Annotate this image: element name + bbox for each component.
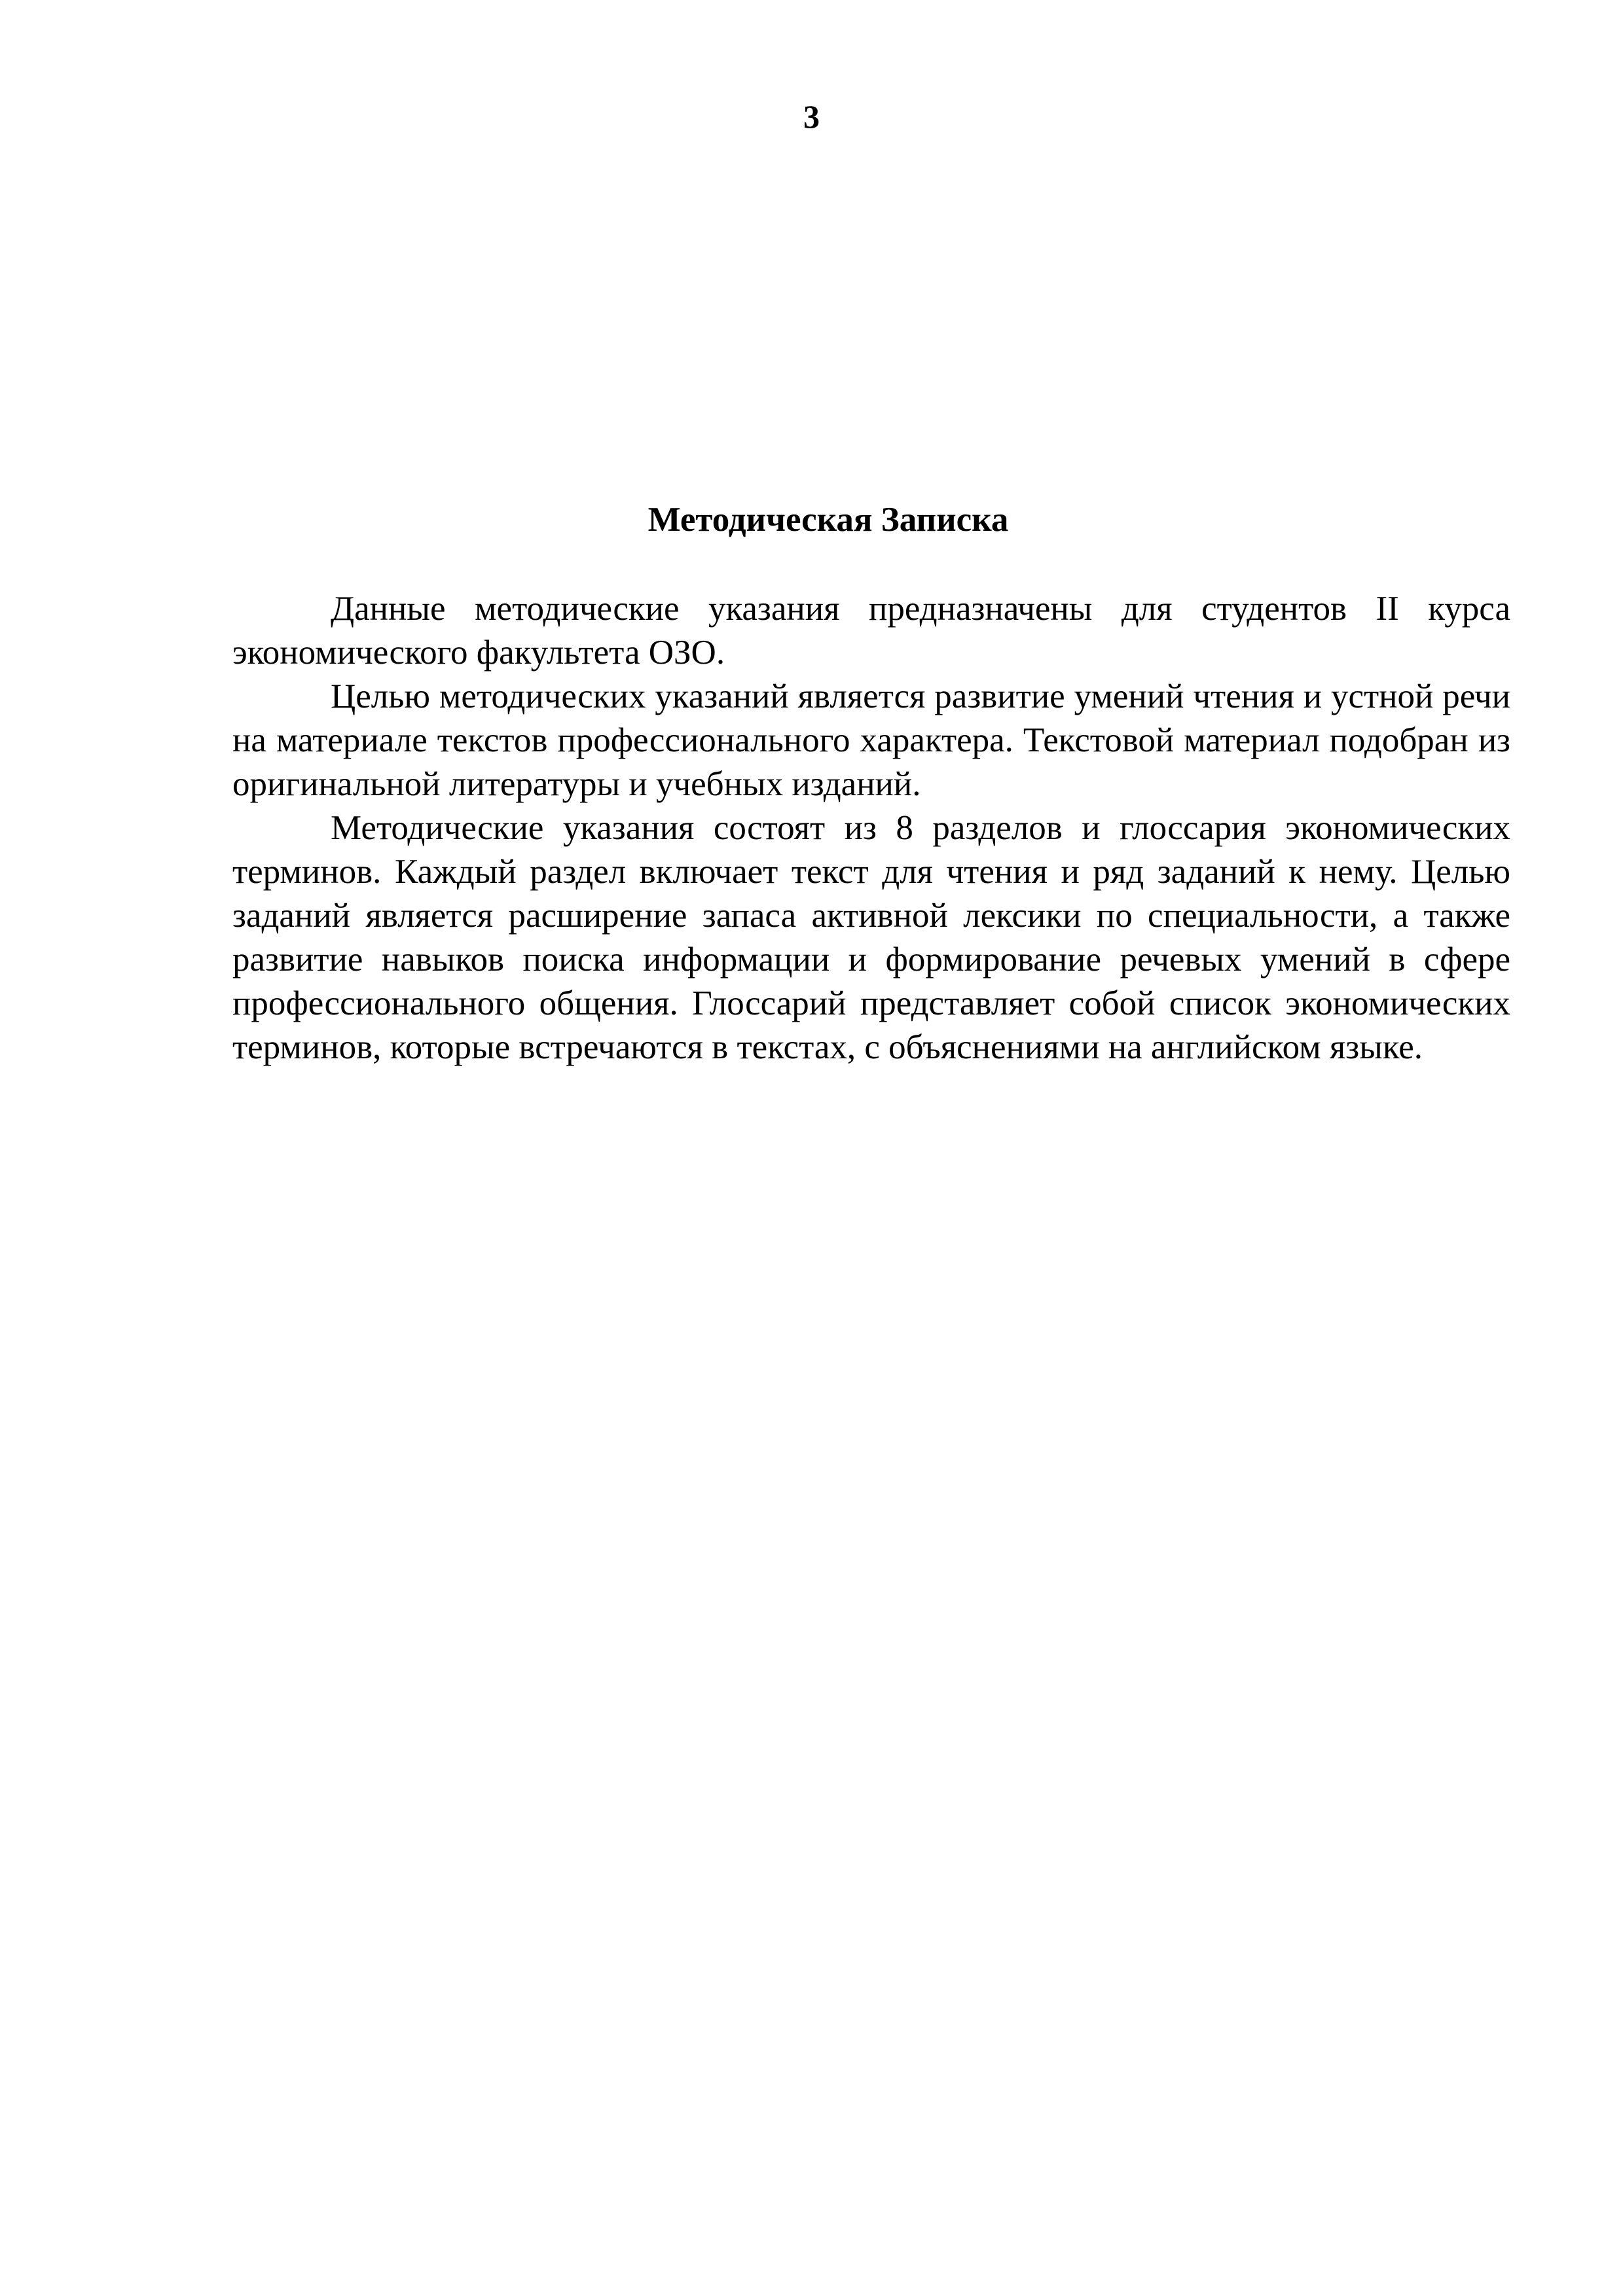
paragraph-goal: Целью методических указаний является развитие умений чтения и устной речи на материале текстов профессионального характера. Текстовой материал подобран из оригинальной литературы и учебных изданий. (232, 677, 1510, 803)
section-body (232, 587, 1510, 1069)
section-title: Методическая Записка (647, 501, 1009, 539)
paragraph-intro: Данные методические указания предназначены для студентов II курса экономического факультета ОЗО. (232, 590, 1510, 672)
page-number: 3 (803, 98, 820, 135)
paragraph-structure: Методические указания состоят из 8 разделов и глоссария экономических терминов. Каждый раздел включает текст для чтения и ряд заданий к нему. Целью заданий является расширение запаса активной лексики по специальности, а также развитие навыков поиска информации и формирование речевых умений в сфере профессионального общения. Глоссарий представляет собой список экономических терминов, которые встречаются в текстах, с объяснениями на английском языке. (232, 809, 1510, 1066)
